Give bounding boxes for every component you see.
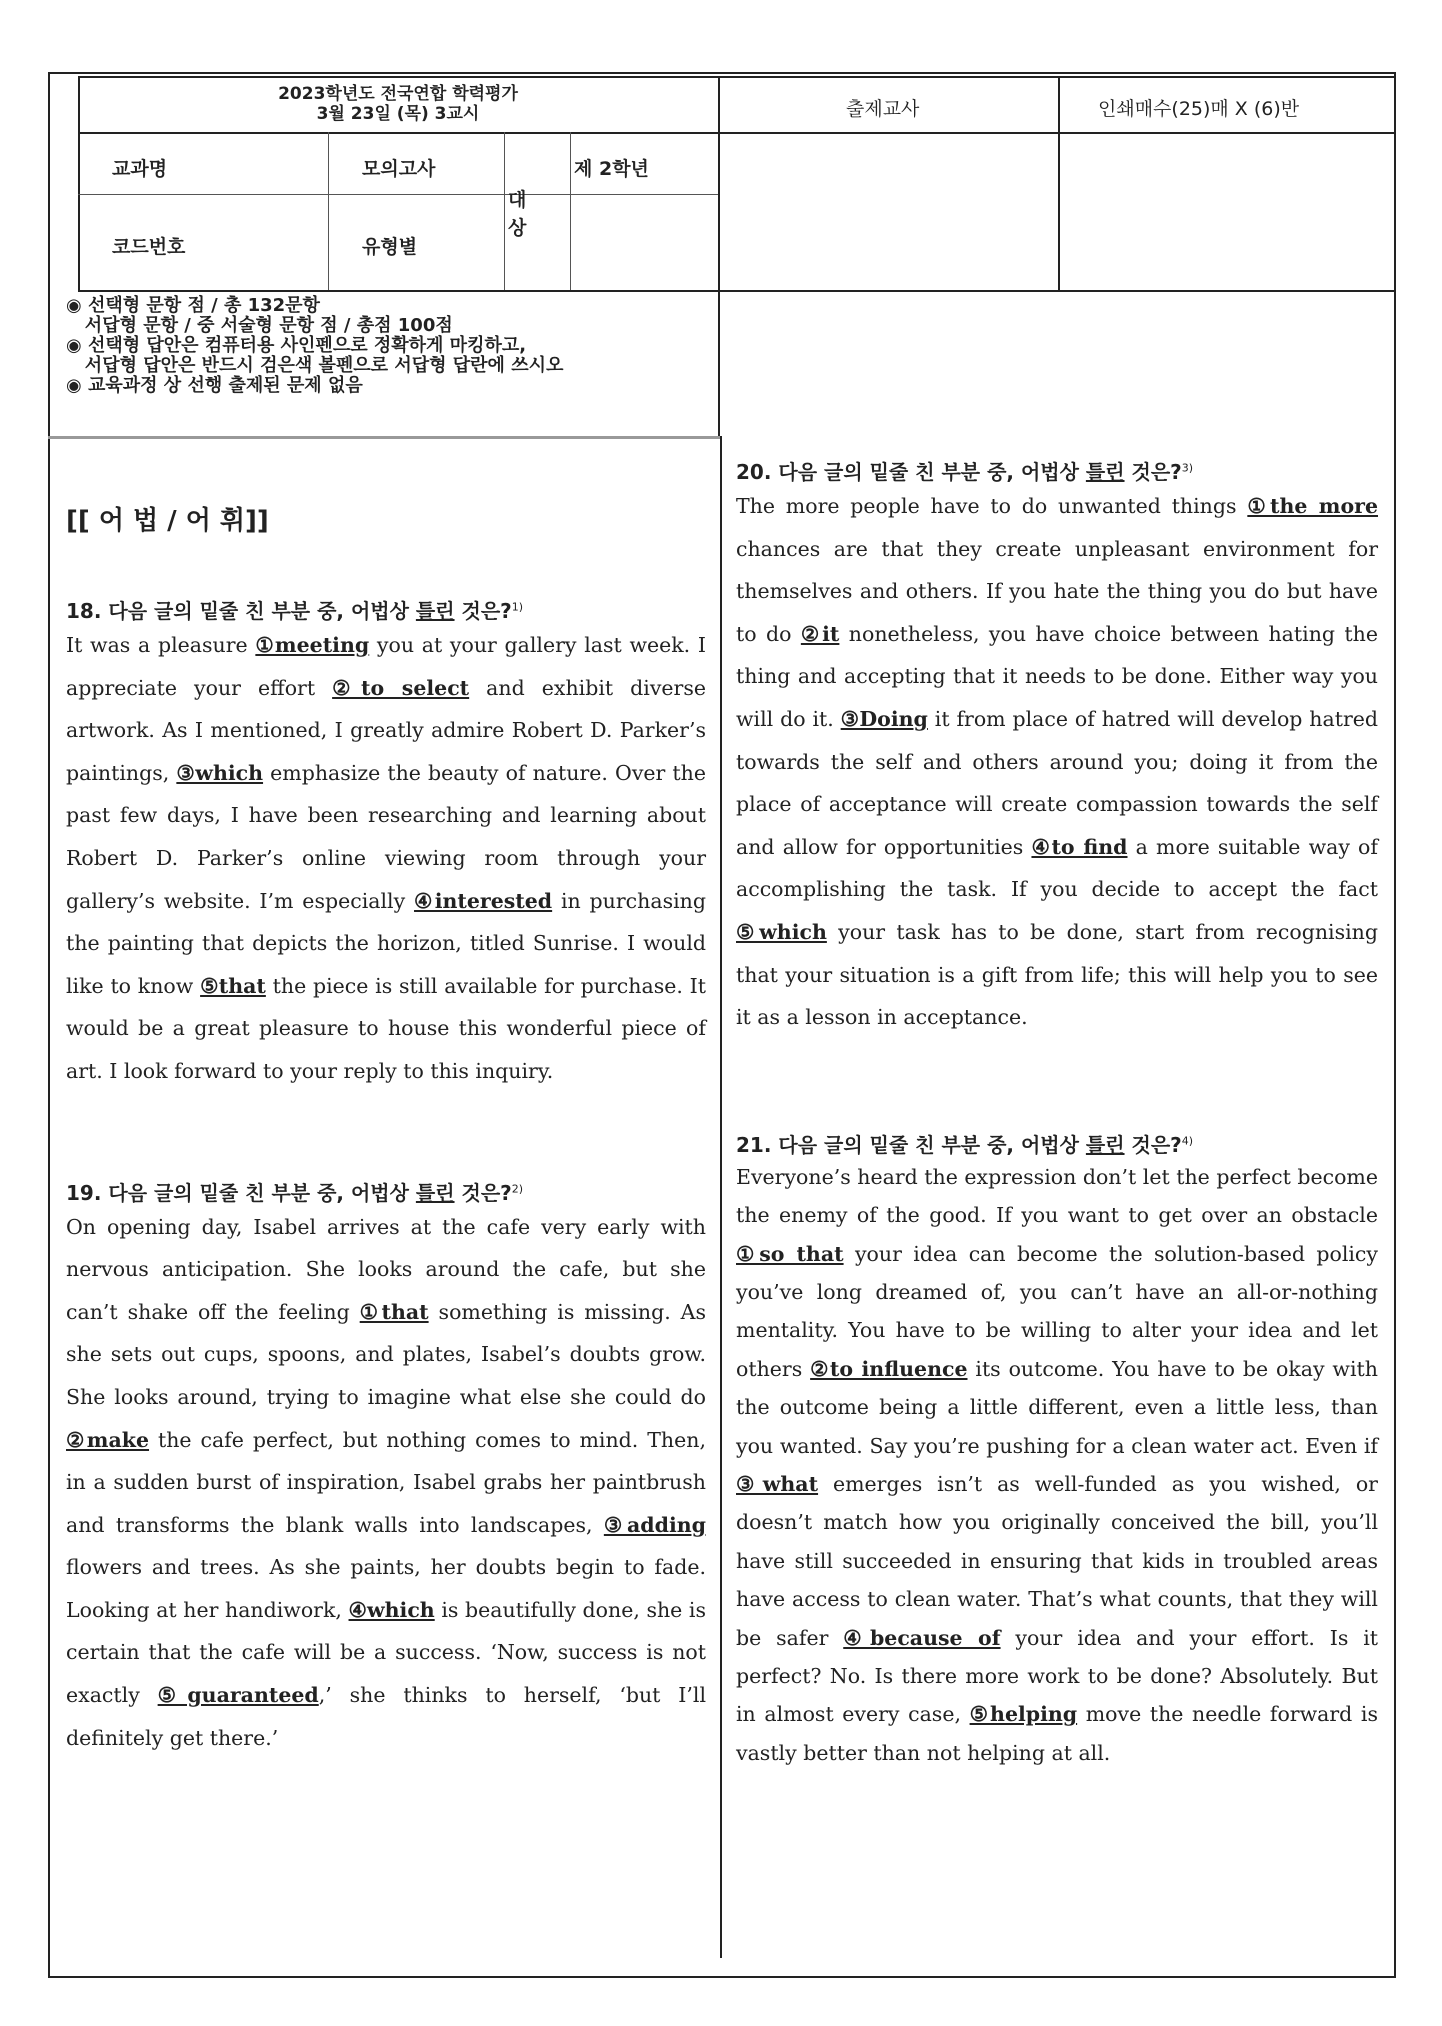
option-5: ⑤helping	[969, 1702, 1078, 1727]
section-title: [[ 어 법 / 어 휘]]	[66, 506, 269, 536]
header-col3-line	[570, 132, 571, 290]
option-1: ①the more	[1247, 494, 1379, 518]
header-row2-line	[78, 194, 718, 195]
option-4: ④which	[348, 1597, 435, 1622]
option-3: ③Doing	[840, 706, 928, 731]
option-2: ②make	[66, 1427, 150, 1452]
option-4: ④because of	[843, 1625, 1001, 1650]
header-top-line	[78, 76, 1394, 78]
question-19-heading: 19. 다음 글의 밑줄 친 부분 중, 어법상 틀린 것은?$^{2)}$	[66, 1180, 524, 1205]
type-label: 유형별	[362, 236, 418, 258]
subject-label: 교과명	[112, 158, 168, 180]
right-column	[736, 456, 1378, 1772]
footnote-marker: 1)	[511, 600, 524, 614]
question-18-heading: 18. 다음 글의 밑줄 친 부분 중, 어법상 틀린 것은?$^{1)}$	[66, 599, 524, 623]
option-1: ①so that	[736, 1241, 844, 1266]
notice-line: 서답형 문항 / 중 서술형 문항 점 / 총점 100점	[66, 315, 453, 336]
option-2: ②to select	[332, 675, 470, 700]
option-1: ①meeting	[255, 633, 370, 657]
question-20	[736, 456, 1378, 1039]
header-divider-right	[1058, 76, 1060, 292]
exam-title-line1: 2023학년도 전국연합 학력평가	[278, 84, 518, 104]
option-3: ③which	[176, 760, 264, 785]
footnote-marker: 4)	[1181, 1134, 1194, 1148]
question-19-passage: On opening day, Isabel arrives at the cafe very early with nervous anticipation. She looks around the cafe, but she can’t shake off the feeling ①that something is missing. As she sets out cups, spoons, and plates, Isabel’s doubts grow. She looks around, trying to imagine what else she could do ②make the cafe perfect, but nothing comes to mind. Then, in a sudden burst of inspiration, Isabel grabs her paintbrush and transforms the blank walls into landscapes, ③adding flowers and trees. As she paints, her doubts begin to fade. Looking at her handiwork, ④which is beautifully done, she is certain that the cafe will be a success. ‘Now, success is not exactly ⑤guaranteed,’ she thinks to herself, ‘but I’ll definitely get there.’	[66, 1214, 706, 1750]
option-2: ②it	[800, 621, 840, 646]
option-5: ⑤guaranteed	[157, 1683, 319, 1708]
option-5: ⑤that	[200, 973, 266, 998]
header-col2-line	[504, 132, 505, 290]
header-bottom-line	[78, 290, 718, 292]
print-count-label: 인쇄매수(25)매 X (6)반	[1098, 98, 1300, 120]
notice-line: 서답형 답안은 반드시 검은색 볼펜으로 서답형 답란에 쓰시오	[66, 355, 564, 376]
option-1: ①that	[359, 1299, 429, 1324]
question-21-heading: 21. 다음 글의 밑줄 친 부분 중, 어법상 틀린 것은?$^{4)}$	[736, 1132, 1194, 1157]
option-5: ⑤which	[736, 919, 827, 944]
notice-line: ◉ 선택형 답안은 컴퓨터용 사인펜으로 정확하게 마킹하고,	[66, 335, 527, 356]
option-4: ④to find	[1031, 834, 1128, 859]
target-label: 대 상	[508, 189, 527, 239]
subject-value: 모의고사	[362, 158, 436, 180]
question-19	[66, 1177, 706, 1760]
header-divider-main	[718, 76, 720, 436]
author-label: 출제교사	[846, 98, 920, 120]
option-3: ③adding	[603, 1512, 706, 1537]
option-2: ②to influence	[810, 1356, 968, 1381]
question-21-passage: Everyone’s heard the expression don’t let the perfect become the enemy of the good. If you want to get over an obstacle ①so that your idea can become the solution-based policy you’ve long dreamed of, you can’t have an all-or-nothing mentality. You have to be willing to alter your idea and let others ②to influence its outcome. You have to be okay with the outcome being a little different, even a little less, than you wanted. Say you’re pushing for a clean water act. Even if ③what emerges isn’t as well-funded as you wished, or doesn’t match how you originally conceived the bill, you’ll have still succeeded in ensuring that kids in troubled areas have access to clean water. That’s what counts, that they will be safer ④because of your idea and your effort. Is it perfect? No. Is there more work to be done? Absolutely. But in almost every case, ⑤helping move the needle forward is vastly better than not helping at all.	[736, 1164, 1378, 1765]
notice-line: ◉ 선택형 문항 점 / 총 132문항	[66, 295, 320, 316]
header-row1-line	[78, 132, 1394, 134]
question-20-passage: The more people have to do unwanted things ①the more chances are that they create unpleasant environment for themselves and others. If you hate the thing you do but have to do ②it nonetheless, you have choice between hating the thing and accepting that it needs to be done. Either way you will do it. ③Doing it from place of hatred will develop hatred towards the self and others around you; doing it from the place of acceptance will create compassion towards the self and allow for opportunities ④to find a more suitable way of accomplishing the task. If you decide to accept the fact ⑤which your task has to be done, start from recognising that your situation is a gift from life; this will help you to see it as a lesson in acceptance.	[736, 494, 1379, 1030]
left-column	[66, 500, 706, 1759]
grade-value: 제 2학년	[574, 158, 649, 180]
option-4: ④interested	[414, 888, 553, 913]
footnote-marker: 2)	[511, 1181, 524, 1195]
footnote-marker: 3)	[1181, 461, 1194, 475]
exam-title-line2: 3월 23일 (목) 3교시	[316, 104, 480, 124]
exam-notice	[66, 296, 563, 396]
notice-bottom-line	[48, 436, 720, 439]
code-label: 코드번호	[112, 236, 186, 258]
option-3: ③what	[736, 1471, 819, 1496]
question-18	[66, 595, 706, 1093]
question-21	[736, 1129, 1378, 1773]
question-18-passage: It was a pleasure ①meeting you at your gallery last week. I appreciate your effort ②to select and exhibit diverse artwork. As I mentioned, I greatly admire Robert D. Parker’s paintings, ③which emphasize the beauty of nature. Over the past few days, I have been researching and learning about Robert D. Parker’s online viewing room through your gallery’s website. I’m especially ④interested in purchasing the painting that depicts the horizon, titled Sunrise. I would like to know ⑤that the piece is still available for purchase. It would be a great pleasure to house this wonderful piece of art. I look forward to your reply to this inquiry.	[66, 633, 707, 1083]
exam-title	[78, 84, 718, 124]
header-right-bottom-line	[718, 290, 1396, 292]
column-divider	[720, 436, 722, 1958]
header-col1-line	[328, 132, 329, 290]
question-20-heading: 20. 다음 글의 밑줄 친 부분 중, 어법상 틀린 것은?$^{3)}$	[736, 460, 1194, 484]
notice-line: ◉ 교육과정 상 선행 출제된 문제 없음	[66, 375, 363, 396]
